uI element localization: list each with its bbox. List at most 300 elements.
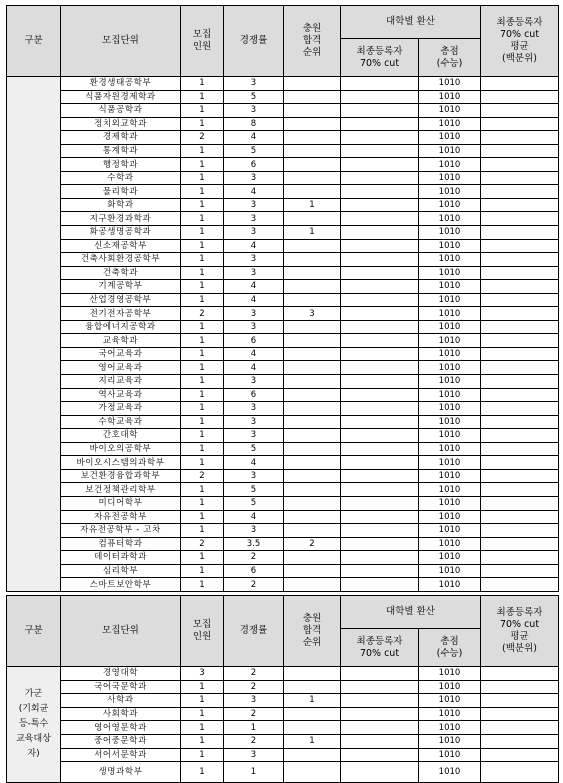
cell-unit: 화학과 bbox=[61, 198, 181, 212]
cell-avg70 bbox=[481, 483, 559, 497]
cell-avg70 bbox=[481, 253, 559, 267]
cell-quota: 1 bbox=[181, 564, 224, 578]
cell-final70 bbox=[341, 198, 419, 212]
table-row bbox=[7, 158, 559, 172]
cell-unit: 전기전자공학부 bbox=[61, 307, 181, 321]
cell-waitlist bbox=[284, 469, 341, 483]
cell-total: 1010 bbox=[419, 537, 481, 551]
cell-final70 bbox=[341, 266, 419, 280]
cell-unit: 심리학부 bbox=[61, 564, 181, 578]
cell-avg70 bbox=[481, 429, 559, 443]
cell-total: 1010 bbox=[419, 185, 481, 199]
cell-unit: 서어서문학과 bbox=[61, 748, 181, 762]
cell-waitlist bbox=[284, 253, 341, 267]
cell-competition: 3 bbox=[224, 212, 284, 226]
cell-quota: 1 bbox=[181, 748, 224, 762]
header-line: (백분위) bbox=[502, 643, 537, 654]
cell-competition: 1 bbox=[224, 721, 284, 735]
header-quota bbox=[181, 596, 224, 667]
cell-avg70 bbox=[481, 104, 559, 118]
header-conversion: 대학별 환산 bbox=[341, 6, 481, 39]
header-conversion: 대학별 환산 bbox=[341, 596, 481, 629]
cell-waitlist bbox=[284, 117, 341, 131]
header-category: 구분 bbox=[7, 596, 61, 667]
cell-total: 1010 bbox=[419, 77, 481, 91]
cell-quota: 1 bbox=[181, 510, 224, 524]
admission-table-2 bbox=[6, 595, 559, 783]
cell-quota: 1 bbox=[181, 694, 224, 708]
cell-unit: 영어교육과 bbox=[61, 361, 181, 375]
cell-competition: 3 bbox=[224, 402, 284, 416]
table-row bbox=[7, 578, 559, 592]
table-row bbox=[7, 253, 559, 267]
cell-waitlist: 3 bbox=[284, 307, 341, 321]
cell-avg70 bbox=[481, 361, 559, 375]
cell-waitlist bbox=[284, 496, 341, 510]
cell-waitlist bbox=[284, 429, 341, 443]
cell-final70 bbox=[341, 402, 419, 416]
cell-avg70 bbox=[481, 524, 559, 538]
cell-unit: 스마트보안학부 bbox=[61, 578, 181, 592]
cell-avg70 bbox=[481, 721, 559, 735]
cell-competition: 2 bbox=[224, 667, 284, 681]
cell-total: 1010 bbox=[419, 483, 481, 497]
cell-total: 1010 bbox=[419, 415, 481, 429]
cell-total: 1010 bbox=[419, 496, 481, 510]
cell-quota: 1 bbox=[181, 734, 224, 748]
header-line: 인원 bbox=[192, 631, 212, 642]
cell-avg70 bbox=[481, 510, 559, 524]
table-row bbox=[7, 239, 559, 253]
header-waitlist bbox=[284, 596, 341, 667]
cell-competition: 1 bbox=[224, 762, 284, 783]
cell-competition: 2 bbox=[224, 578, 284, 592]
table-row bbox=[7, 388, 559, 402]
cell-final70 bbox=[341, 707, 419, 721]
cell-total: 1010 bbox=[419, 117, 481, 131]
cell-total: 1010 bbox=[419, 131, 481, 145]
cell-waitlist bbox=[284, 762, 341, 783]
header-line: 총점 bbox=[440, 635, 459, 647]
cell-final70 bbox=[341, 721, 419, 735]
cell-total: 1010 bbox=[419, 578, 481, 592]
cell-competition: 5 bbox=[224, 144, 284, 158]
cell-quota: 1 bbox=[181, 117, 224, 131]
cell-avg70 bbox=[481, 748, 559, 762]
header-total bbox=[419, 629, 481, 667]
cell-waitlist bbox=[284, 347, 341, 361]
cell-avg70 bbox=[481, 185, 559, 199]
cell-total: 1010 bbox=[419, 347, 481, 361]
cell-avg70 bbox=[481, 226, 559, 240]
cell-unit: 역사교육과 bbox=[61, 388, 181, 402]
cell-avg70 bbox=[481, 293, 559, 307]
header-line: 모집 bbox=[192, 619, 212, 630]
table-row bbox=[7, 667, 559, 681]
table-row bbox=[7, 375, 559, 389]
cell-total: 1010 bbox=[419, 266, 481, 280]
cell-avg70 bbox=[481, 415, 559, 429]
cell-avg70 bbox=[481, 496, 559, 510]
cell-unit: 물리학과 bbox=[61, 185, 181, 199]
cell-waitlist bbox=[284, 375, 341, 389]
cell-final70 bbox=[341, 239, 419, 253]
header-line: 평균 bbox=[510, 631, 529, 642]
table-row bbox=[7, 280, 559, 294]
table-row bbox=[7, 694, 559, 708]
cell-waitlist bbox=[284, 144, 341, 158]
table-row bbox=[7, 361, 559, 375]
cell-final70 bbox=[341, 212, 419, 226]
cell-competition: 3 bbox=[224, 307, 284, 321]
table-row bbox=[7, 104, 559, 118]
header-line: 모집 bbox=[192, 29, 212, 40]
table-row bbox=[7, 415, 559, 429]
header-line: 최종등록자 bbox=[496, 17, 543, 28]
cell-waitlist bbox=[284, 578, 341, 592]
cell-quota: 1 bbox=[181, 415, 224, 429]
cell-waitlist: 2 bbox=[284, 537, 341, 551]
cell-final70 bbox=[341, 293, 419, 307]
header-unit: 모집단위 bbox=[61, 596, 181, 667]
cell-unit: 바이오시스템의과학부 bbox=[61, 456, 181, 470]
cell-waitlist bbox=[284, 158, 341, 172]
cell-waitlist: 1 bbox=[284, 226, 341, 240]
cell-unit: 컴퓨터학과 bbox=[61, 537, 181, 551]
table-row bbox=[7, 90, 559, 104]
cell-competition: 3 bbox=[224, 694, 284, 708]
header-final70 bbox=[341, 39, 419, 77]
header-line: 최종등록자 bbox=[356, 45, 403, 57]
cell-unit: 경영대학 bbox=[61, 667, 181, 681]
header-competition: 경쟁률 bbox=[224, 6, 284, 77]
header-competition: 경쟁률 bbox=[224, 596, 284, 667]
cell-final70 bbox=[341, 537, 419, 551]
cell-unit: 영어영문학과 bbox=[61, 721, 181, 735]
header-line: 70% cut bbox=[359, 647, 400, 659]
cell-total: 1010 bbox=[419, 429, 481, 443]
cell-competition: 6 bbox=[224, 388, 284, 402]
cell-final70 bbox=[341, 117, 419, 131]
cell-quota: 1 bbox=[181, 226, 224, 240]
cell-unit: 교육학과 bbox=[61, 334, 181, 348]
cell-unit: 정치외교학과 bbox=[61, 117, 181, 131]
header-line: 순위 bbox=[302, 637, 322, 648]
cell-total: 1010 bbox=[419, 456, 481, 470]
cell-avg70 bbox=[481, 320, 559, 334]
cell-avg70 bbox=[481, 469, 559, 483]
cell-quota: 1 bbox=[181, 707, 224, 721]
cell-avg70 bbox=[481, 77, 559, 91]
cell-quota: 1 bbox=[181, 144, 224, 158]
cell-quota: 1 bbox=[181, 551, 224, 565]
cell-quota: 1 bbox=[181, 361, 224, 375]
cell-total: 1010 bbox=[419, 402, 481, 416]
cell-avg70 bbox=[481, 578, 559, 592]
admission-table-1 bbox=[6, 5, 559, 592]
table-row bbox=[7, 680, 559, 694]
header-line: 합격 bbox=[302, 35, 322, 46]
cell-avg70 bbox=[481, 456, 559, 470]
cell-total: 1010 bbox=[419, 762, 481, 783]
cell-unit: 지구환경과학과 bbox=[61, 212, 181, 226]
cell-avg70 bbox=[481, 307, 559, 321]
cell-final70 bbox=[341, 456, 419, 470]
cell-competition: 3 bbox=[224, 524, 284, 538]
cell-final70 bbox=[341, 762, 419, 783]
cell-competition: 4 bbox=[224, 361, 284, 375]
cell-avg70 bbox=[481, 280, 559, 294]
cell-final70 bbox=[341, 388, 419, 402]
cell-total: 1010 bbox=[419, 375, 481, 389]
table-row bbox=[7, 510, 559, 524]
table-row bbox=[7, 226, 559, 240]
cell-final70 bbox=[341, 415, 419, 429]
cell-unit: 생명과학부 bbox=[61, 762, 181, 783]
cell-waitlist bbox=[284, 524, 341, 538]
cell-waitlist bbox=[284, 361, 341, 375]
cell-avg70 bbox=[481, 388, 559, 402]
cell-total: 1010 bbox=[419, 361, 481, 375]
cell-avg70 bbox=[481, 158, 559, 172]
cell-final70 bbox=[341, 144, 419, 158]
cell-final70 bbox=[341, 564, 419, 578]
cell-final70 bbox=[341, 551, 419, 565]
cell-unit: 바이오의공학부 bbox=[61, 442, 181, 456]
table-row bbox=[7, 469, 559, 483]
cell-competition: 4 bbox=[224, 239, 284, 253]
cell-competition: 8 bbox=[224, 117, 284, 131]
cell-total: 1010 bbox=[419, 104, 481, 118]
cell-unit: 기계공학부 bbox=[61, 280, 181, 294]
cell-competition: 3 bbox=[224, 320, 284, 334]
cell-competition: 4 bbox=[224, 280, 284, 294]
table-row bbox=[7, 293, 559, 307]
header-avg70 bbox=[481, 596, 559, 667]
cell-unit: 간호대학 bbox=[61, 429, 181, 443]
cell-total: 1010 bbox=[419, 707, 481, 721]
cell-avg70 bbox=[481, 90, 559, 104]
cell-total: 1010 bbox=[419, 158, 481, 172]
cell-final70 bbox=[341, 320, 419, 334]
cell-quota: 1 bbox=[181, 320, 224, 334]
cell-avg70 bbox=[481, 762, 559, 783]
cell-waitlist bbox=[284, 415, 341, 429]
table-1-header bbox=[7, 6, 559, 77]
cell-quota: 1 bbox=[181, 680, 224, 694]
header-line: 순위 bbox=[302, 47, 322, 58]
table-row bbox=[7, 144, 559, 158]
table-row bbox=[7, 402, 559, 416]
cell-avg70 bbox=[481, 347, 559, 361]
header-final70 bbox=[341, 629, 419, 667]
cell-competition: 3.5 bbox=[224, 537, 284, 551]
cell-avg70 bbox=[481, 551, 559, 565]
cell-final70 bbox=[341, 375, 419, 389]
cell-unit: 건축학과 bbox=[61, 266, 181, 280]
cell-total: 1010 bbox=[419, 239, 481, 253]
header-line: (수능) bbox=[436, 57, 463, 69]
cell-final70 bbox=[341, 680, 419, 694]
cell-final70 bbox=[341, 226, 419, 240]
cell-quota: 1 bbox=[181, 212, 224, 226]
cell-competition: 3 bbox=[224, 748, 284, 762]
cell-avg70 bbox=[481, 442, 559, 456]
cell-quota: 1 bbox=[181, 104, 224, 118]
cell-quota: 2 bbox=[181, 131, 224, 145]
cell-waitlist bbox=[284, 320, 341, 334]
cell-quota: 1 bbox=[181, 185, 224, 199]
cell-quota: 1 bbox=[181, 388, 224, 402]
cell-avg70 bbox=[481, 171, 559, 185]
cell-total: 1010 bbox=[419, 469, 481, 483]
cell-quota: 1 bbox=[181, 347, 224, 361]
cell-quota: 1 bbox=[181, 90, 224, 104]
header-unit: 모집단위 bbox=[61, 6, 181, 77]
cell-total: 1010 bbox=[419, 253, 481, 267]
cell-waitlist: 1 bbox=[284, 198, 341, 212]
table-row bbox=[7, 537, 559, 551]
cell-competition: 4 bbox=[224, 347, 284, 361]
cell-final70 bbox=[341, 77, 419, 91]
cell-quota: 1 bbox=[181, 721, 224, 735]
table-row bbox=[7, 212, 559, 226]
cell-total: 1010 bbox=[419, 307, 481, 321]
cell-unit: 중어중문학과 bbox=[61, 734, 181, 748]
cell-competition: 5 bbox=[224, 496, 284, 510]
cell-final70 bbox=[341, 361, 419, 375]
cell-final70 bbox=[341, 429, 419, 443]
cell-quota: 2 bbox=[181, 469, 224, 483]
cell-waitlist bbox=[284, 131, 341, 145]
cell-unit: 지리교육과 bbox=[61, 375, 181, 389]
cell-competition: 6 bbox=[224, 564, 284, 578]
cell-final70 bbox=[341, 131, 419, 145]
header-line: 최종등록자 bbox=[496, 607, 543, 618]
cell-waitlist bbox=[284, 266, 341, 280]
cell-competition: 2 bbox=[224, 734, 284, 748]
table-row bbox=[7, 734, 559, 748]
header-avg70 bbox=[481, 6, 559, 77]
table-row bbox=[7, 564, 559, 578]
header-line: (백분위) bbox=[502, 53, 537, 64]
cell-total: 1010 bbox=[419, 734, 481, 748]
cell-total: 1010 bbox=[419, 748, 481, 762]
cell-unit: 수학교육과 bbox=[61, 415, 181, 429]
cell-quota: 1 bbox=[181, 429, 224, 443]
cell-competition: 3 bbox=[224, 415, 284, 429]
cell-waitlist bbox=[284, 442, 341, 456]
cell-unit: 가정교육과 bbox=[61, 402, 181, 416]
cell-unit: 식품자원경제학과 bbox=[61, 90, 181, 104]
cell-unit: 환경생태공학부 bbox=[61, 77, 181, 91]
cell-competition: 3 bbox=[224, 226, 284, 240]
category-line: (기회균 bbox=[18, 704, 49, 715]
cell-waitlist bbox=[284, 77, 341, 91]
table-row bbox=[7, 748, 559, 762]
cell-unit: 건축사회환경공학부 bbox=[61, 253, 181, 267]
cell-waitlist bbox=[284, 510, 341, 524]
header-quota bbox=[181, 6, 224, 77]
cell-competition: 3 bbox=[224, 171, 284, 185]
table-row bbox=[7, 707, 559, 721]
table-row bbox=[7, 483, 559, 497]
cell-quota: 1 bbox=[181, 483, 224, 497]
header-line: (수능) bbox=[436, 647, 463, 659]
cell-avg70 bbox=[481, 680, 559, 694]
cell-competition: 5 bbox=[224, 483, 284, 497]
cell-quota: 1 bbox=[181, 239, 224, 253]
cell-unit: 데이터과학과 bbox=[61, 551, 181, 565]
table-2-header bbox=[7, 596, 559, 667]
cell-final70 bbox=[341, 524, 419, 538]
category-cell bbox=[7, 667, 61, 783]
header-line: 충원 bbox=[302, 613, 322, 624]
cell-avg70 bbox=[481, 402, 559, 416]
cell-competition: 3 bbox=[224, 429, 284, 443]
cell-competition: 4 bbox=[224, 510, 284, 524]
cell-total: 1010 bbox=[419, 198, 481, 212]
cell-final70 bbox=[341, 748, 419, 762]
cell-quota: 3 bbox=[181, 667, 224, 681]
cell-total: 1010 bbox=[419, 388, 481, 402]
header-waitlist bbox=[284, 6, 341, 77]
cell-unit: 자유전공학부 bbox=[61, 510, 181, 524]
cell-total: 1010 bbox=[419, 564, 481, 578]
cell-waitlist bbox=[284, 90, 341, 104]
cell-waitlist bbox=[284, 104, 341, 118]
cell-quota: 1 bbox=[181, 524, 224, 538]
cell-unit: 행정학과 bbox=[61, 158, 181, 172]
cell-waitlist bbox=[284, 680, 341, 694]
header-row bbox=[7, 596, 559, 629]
cell-total: 1010 bbox=[419, 171, 481, 185]
table-row bbox=[7, 496, 559, 510]
cell-avg70 bbox=[481, 564, 559, 578]
cell-total: 1010 bbox=[419, 144, 481, 158]
cell-final70 bbox=[341, 483, 419, 497]
category-line: 가군 bbox=[24, 689, 43, 700]
cell-quota: 1 bbox=[181, 198, 224, 212]
cell-final70 bbox=[341, 578, 419, 592]
cell-competition: 3 bbox=[224, 77, 284, 91]
header-line: 인원 bbox=[192, 41, 212, 52]
cell-final70 bbox=[341, 171, 419, 185]
cell-unit: 화공생명공학과 bbox=[61, 226, 181, 240]
table-row bbox=[7, 456, 559, 470]
cell-final70 bbox=[341, 347, 419, 361]
cell-waitlist: 1 bbox=[284, 734, 341, 748]
table-1-body bbox=[7, 77, 559, 592]
cell-waitlist bbox=[284, 707, 341, 721]
cell-avg70 bbox=[481, 334, 559, 348]
header-line: 70% cut bbox=[499, 619, 540, 630]
cell-quota: 1 bbox=[181, 578, 224, 592]
table-row bbox=[7, 266, 559, 280]
cell-quota: 1 bbox=[181, 253, 224, 267]
cell-competition: 5 bbox=[224, 442, 284, 456]
table-row bbox=[7, 762, 559, 783]
cell-quota: 1 bbox=[181, 375, 224, 389]
cell-final70 bbox=[341, 253, 419, 267]
cell-competition: 6 bbox=[224, 158, 284, 172]
cell-final70 bbox=[341, 307, 419, 321]
cell-quota: 1 bbox=[181, 496, 224, 510]
cell-avg70 bbox=[481, 707, 559, 721]
cell-quota: 1 bbox=[181, 456, 224, 470]
cell-competition: 3 bbox=[224, 266, 284, 280]
header-category: 구분 bbox=[7, 6, 61, 77]
